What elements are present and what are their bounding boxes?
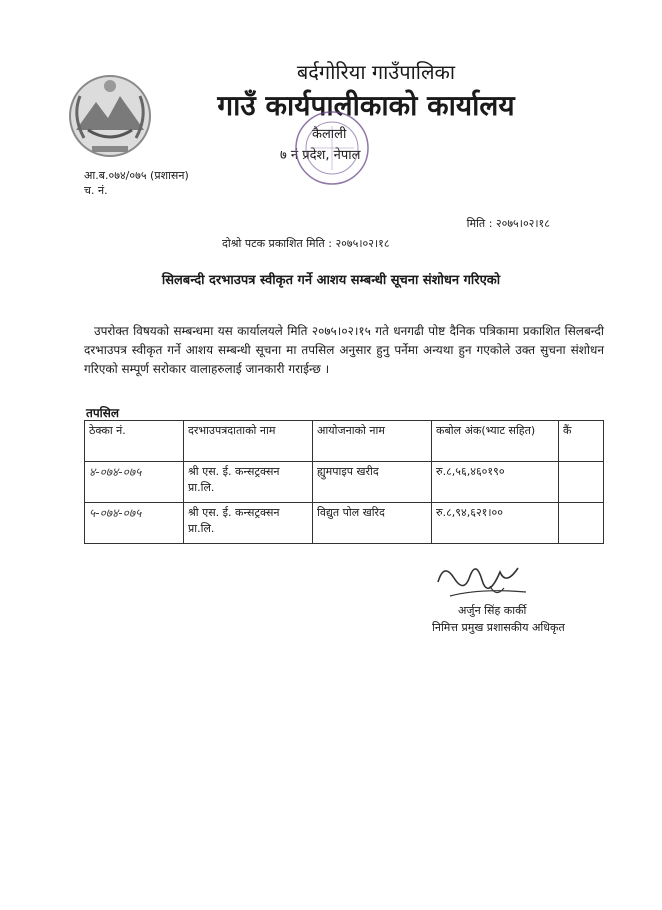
col-bidder: दरभाउपत्रदाताको नाम	[184, 421, 313, 462]
amount-cell: रु.८,९४,६२१।००	[432, 503, 559, 544]
office-title: गाउँ कार्यपालीकाको कार्यालय	[217, 89, 515, 122]
bidder-cell: श्री एस. ई. कन्सट्रक्सन प्रा.लि.	[184, 503, 313, 544]
republish-date: दोश्रो पटक प्रकाशित मिति : २०७५।०२।१८	[222, 237, 390, 250]
col-contract-no: ठेक्का नं.	[85, 421, 184, 462]
amount-cell: रु.८,५६,४६०१९०	[432, 462, 559, 503]
col-amount: कबोल अंक(भ्याट सहित)	[432, 421, 559, 462]
table-row	[85, 462, 604, 503]
col-remarks: कैं	[559, 421, 604, 462]
notice-body: उपरोक्त विषयको सम्बन्धमा यस कार्यालयले मिति २०७५।०२।१५ गते धनगढी पोष्ट दैनिक पत्रिकामा प्रकाशित सिलबन्दी दरभाउपत्र स्वीकृत गर्ने आशय सम्बन्धी सूचना मा तपसिल अनुसार हुनु पर्नेमा अन्यथा हुन गएकोले उक्त सुचना संशोधन गरिएको सम्पूर्ण सरोकार वालाहरुलाई जानकारी गराईन्छ ।	[84, 324, 604, 376]
notice-subject: सिलबन्दी दरभाउपत्र स्वीकृत गर्ने आशय सम्बन्धी सूचना संशोधन गरिएको	[161, 273, 501, 288]
chalani-number: च. नं.	[84, 184, 108, 197]
fiscal-year-ref: आ.ब.०७४/०७५ (प्रशासन)	[84, 169, 189, 182]
project-cell: विद्युत पोल खरिद	[313, 503, 432, 544]
municipality-name: बर्दगोरिया गाउँपालिका	[296, 60, 456, 84]
contract-table	[84, 420, 604, 544]
table-header-row	[85, 421, 604, 462]
handwritten-signature-icon	[430, 552, 540, 606]
tapsil-label: तपसिल	[86, 406, 120, 420]
col-project: आयोजनाको नाम	[313, 421, 432, 462]
office-stamp-icon	[290, 106, 374, 190]
address-text: ७ नं प्रदेश, नेपाल	[280, 148, 361, 163]
remarks-cell	[559, 503, 604, 544]
contract-no-cell: ५-०७४-०७५	[85, 503, 184, 544]
location-text: कैलाली	[312, 127, 347, 142]
issue-date: मिति : २०७५।०२।१८	[466, 217, 550, 230]
table-row	[85, 503, 604, 544]
project-cell: ह्युमपाइप खरीद	[313, 462, 432, 503]
signatory-name: अर्जुन सिंह कार्की	[458, 604, 527, 617]
bidder-cell: श्री एस. ई. कन्सट्रक्सन प्रा.लि.	[184, 462, 313, 503]
contract-no-cell: ४-०७४-०७५	[85, 462, 184, 503]
signatory-designation: निमित्त प्रमुख प्रशासकीय अधिकृत	[432, 621, 565, 634]
remarks-cell	[559, 462, 604, 503]
